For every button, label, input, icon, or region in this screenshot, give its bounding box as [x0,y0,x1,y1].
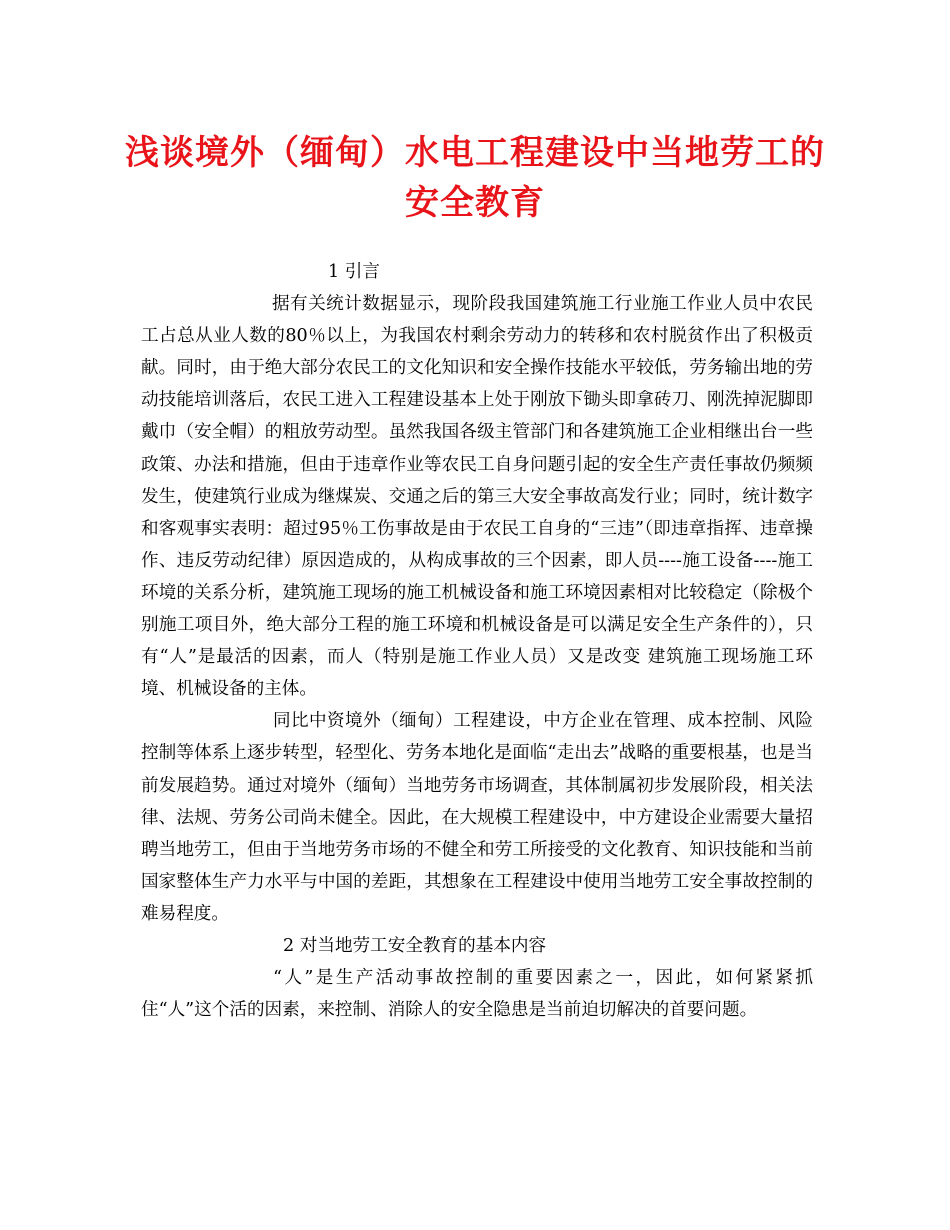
document-body [141,256,813,1026]
section-1-paragraph-1: 据有关统计数据显示，现阶段我国建筑施工行业施工作业人员中农民工占总从业人数的80％以上，为我国农村剩余劳动力的转移和农村脱贫作出了积极贡献。同时，由于绝大部分农民工的文化知识和安全操作技能水平较低，劳务输出地的劳动技能培训落后，农民工进入工程建设基本上处于刚放下锄头即拿砖刀、刚洗掉泥脚即戴巾（安全帽）的粗放劳动型。虽然我国各级主管部门和各建筑施工企业相继出台一些政策、办法和措施，但由于违章作业等农民工自身问题引起的安全生产责任事故仍频频发生，使建筑行业成为继煤炭、交通之后的第三大安全事故高发行业；同时，统计数字和客观事实表明：超过95％工伤事故是由于农民工自身的“三违”（即违章指挥、违章操作、违反劳动纪律）原因造成的，从构成事故的三个因素，即人员----施工设备----施工环境的关系分析，建筑施工现场的施工机械设备和施工环境因素相对比较稳定（除极个别施工项目外，绝大部分工程的施工环境和机械设备是可以满足安全生产条件的），只有“人”是最活的因素，而人（特别是施工作业人员）又是改变 建筑施工现场施工环境、机械设备的主体。 [141,294,813,700]
section-2-paragraph-1: “人”是生产活动事故控制的重要因素之一，因此，如何紧紧抓住“人”这个活的因素，来控制、消除人的安全隐患是当前迫切解决的首要问题。 [141,968,813,1021]
section-1-paragraph-2: 同比中资境外（缅甸）工程建设，中方企业在管理、成本控制、风险控制等体系上逐步转型，轻型化、劳务本地化是面临“走出去”战略的重要根基，也是当前发展趋势。通过对境外（缅甸）当地劳务市场调查，其体制属初步发展阶段，相关法律、法规、劳务公司尚未健全。因此，在大规模工程建设中，中方建设企业需要大量招聘当地劳工，但由于当地劳务市场的不健全和劳工所接受的文化教育、知识技能和当前国家整体生产力水平与中国的差距，其想象在工程建设中使用当地劳工安全事故控制的难易程度。 [141,711,813,924]
section-2-heading: 2 对当地劳工安全教育的基本内容 [283,935,547,956]
section-1-heading: 1 引言 [328,262,380,282]
document-title: 浅谈境外（缅甸）水电工程建设中当地劳工的安全教育 [125,133,825,223]
